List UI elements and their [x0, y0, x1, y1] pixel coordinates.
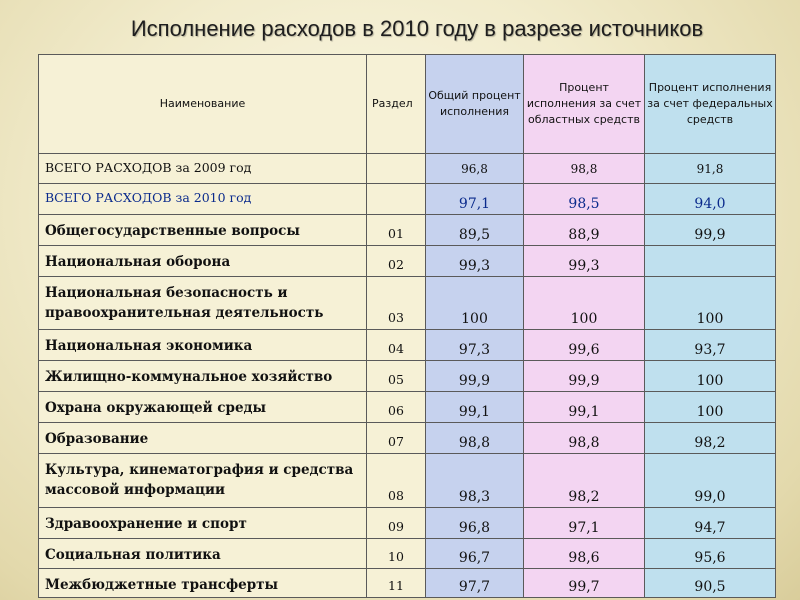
row-federal: 100 — [645, 277, 776, 330]
row-regional: 99,7 — [524, 569, 645, 598]
row-name: Общегосударственные вопросы — [39, 215, 367, 246]
header-federal: Процент исполнения за счет федеральных средств — [645, 55, 776, 154]
row-name: Социальная политика — [39, 539, 367, 569]
row-federal: 93,7 — [645, 330, 776, 361]
row-total: 96,8 — [426, 508, 524, 539]
row-name: Национальная оборона — [39, 246, 367, 277]
row-regional: 99,3 — [524, 246, 645, 277]
header-section: Раздел — [367, 55, 426, 154]
table-row — [39, 454, 776, 508]
row-regional: 98,6 — [524, 539, 645, 569]
table-header-row — [39, 55, 776, 154]
row-section: 05 — [367, 361, 426, 392]
row-federal: 90,5 — [645, 569, 776, 598]
row-regional: 97,1 — [524, 508, 645, 539]
row-regional: 98,8 — [524, 154, 645, 184]
row-section: 04 — [367, 330, 426, 361]
table-row — [39, 423, 776, 454]
table-row — [39, 215, 776, 246]
row-section: 06 — [367, 392, 426, 423]
row-total: 99,1 — [426, 392, 524, 423]
row-regional: 100 — [524, 277, 645, 330]
row-section: 07 — [367, 423, 426, 454]
row-federal: 99,9 — [645, 215, 776, 246]
row-total: 96,7 — [426, 539, 524, 569]
row-name: Образование — [39, 423, 367, 454]
header-regional: Процент исполнения за счет областных средств — [524, 55, 645, 154]
row-name: Культура, кинематография и средства массовой информации — [39, 454, 367, 508]
table-row — [39, 246, 776, 277]
header-name: Наименование — [39, 55, 367, 154]
row-section: 01 — [367, 215, 426, 246]
row-name: Межбюджетные трансферты — [39, 569, 367, 598]
table-row-total-2009 — [39, 154, 776, 184]
table-row — [39, 277, 776, 330]
row-federal: 98,2 — [645, 423, 776, 454]
row-name: Охрана окружающей среды — [39, 392, 367, 423]
row-regional: 99,9 — [524, 361, 645, 392]
header-total: Общий процент исполнения — [426, 55, 524, 154]
row-total: 99,3 — [426, 246, 524, 277]
row-name: Национальная экономика — [39, 330, 367, 361]
row-section: 08 — [367, 454, 426, 508]
row-federal: 91,8 — [645, 154, 776, 184]
row-total: 100 — [426, 277, 524, 330]
table-row — [39, 508, 776, 539]
row-regional: 98,8 — [524, 423, 645, 454]
row-regional: 99,1 — [524, 392, 645, 423]
row-federal: 94,7 — [645, 508, 776, 539]
row-section: 02 — [367, 246, 426, 277]
row-name: Здравоохранение и спорт — [39, 508, 367, 539]
row-federal: 100 — [645, 361, 776, 392]
row-federal: 100 — [645, 392, 776, 423]
row-federal — [645, 246, 776, 277]
row-regional: 88,9 — [524, 215, 645, 246]
table-row-total-2010 — [39, 184, 776, 215]
row-federal: 94,0 — [645, 184, 776, 215]
row-total: 98,3 — [426, 454, 524, 508]
row-total: 98,8 — [426, 423, 524, 454]
row-name: Национальная безопасность и правоохранительная деятельность — [39, 277, 367, 330]
table-row — [39, 392, 776, 423]
page-title: Исполнение расходов в 2010 году в разрезе источников — [130, 16, 704, 41]
table-row — [39, 361, 776, 392]
row-total: 99,9 — [426, 361, 524, 392]
row-section: 11 — [367, 569, 426, 598]
row-federal: 95,6 — [645, 539, 776, 569]
row-federal: 99,0 — [645, 454, 776, 508]
row-section: 03 — [367, 277, 426, 330]
table-row — [39, 539, 776, 569]
row-section — [367, 154, 426, 184]
row-total: 96,8 — [426, 154, 524, 184]
row-regional: 99,6 — [524, 330, 645, 361]
row-regional: 98,5 — [524, 184, 645, 215]
row-section: 09 — [367, 508, 426, 539]
row-regional: 98,2 — [524, 454, 645, 508]
row-name: ВСЕГО РАСХОДОВ за 2010 год — [39, 184, 367, 215]
expenses-table — [38, 54, 776, 598]
row-name: ВСЕГО РАСХОДОВ за 2009 год — [39, 154, 367, 184]
row-total: 97,1 — [426, 184, 524, 215]
row-section — [367, 184, 426, 215]
table-row — [39, 569, 776, 598]
row-total: 97,3 — [426, 330, 524, 361]
row-total: 97,7 — [426, 569, 524, 598]
table-row — [39, 330, 776, 361]
row-section: 10 — [367, 539, 426, 569]
row-name: Жилищно-коммунальное хозяйство — [39, 361, 367, 392]
row-total: 89,5 — [426, 215, 524, 246]
